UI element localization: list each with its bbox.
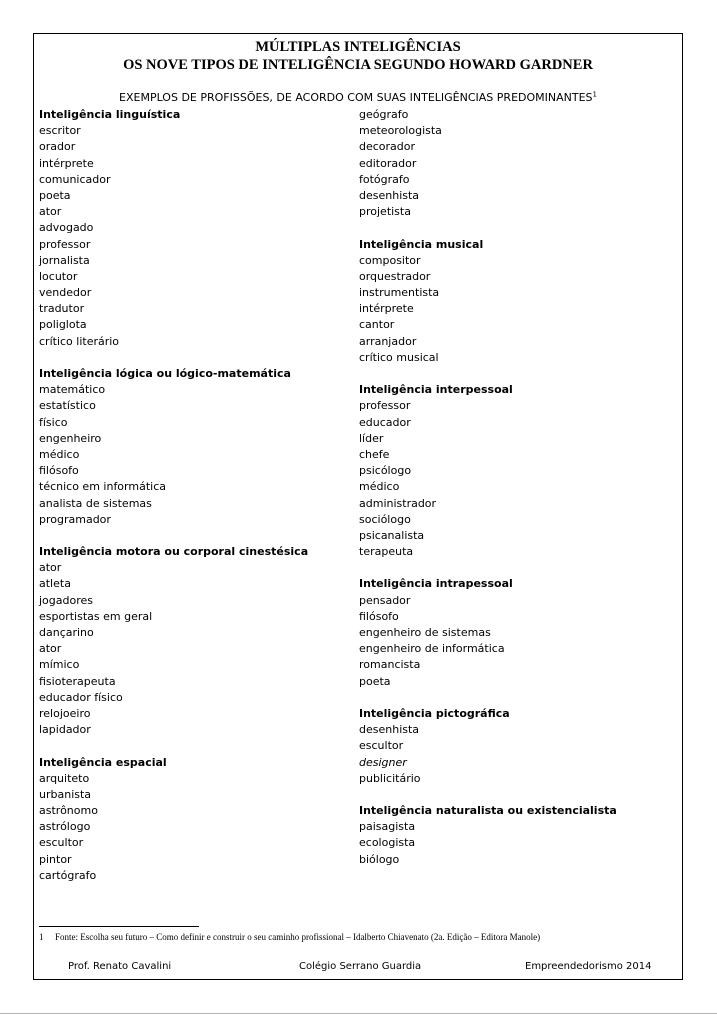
profession-item: técnico em informática [39,480,166,494]
profession-item: lapidador [39,723,91,737]
profession-item: crítico literário [39,334,120,348]
profession-item: poliglota [39,318,87,332]
profession-item: romancista [359,658,421,672]
intelligence-section [359,576,669,689]
section-heading: Inteligência motora ou corporal cinestésica [39,545,309,559]
profession-item: engenheiro de sistemas [359,626,491,639]
profession-item: escritor [39,124,81,138]
profession-item: educador [359,415,411,429]
profession-item: desenhista [359,723,420,737]
profession-item: educador físico [39,690,123,704]
intelligence-section [39,755,349,885]
profession-item: ator [39,642,62,656]
intelligence-section [359,107,669,220]
profession-item: filósofo [359,609,399,623]
page-edge [0,1013,717,1014]
profession-item: intérprete [359,302,414,316]
section-heading: Inteligência espacial [39,755,167,769]
profession-item: engenheiro [39,431,102,445]
footer-author: Prof. Renato Cavalini [68,961,172,972]
profession-item: esportistas em geral [39,609,153,623]
profession-item: terapeuta [359,545,414,559]
profession-item: editorador [359,156,417,170]
left-column [39,107,349,900]
profession-item: arquiteto [39,771,90,785]
profession-item: chefe [359,447,390,461]
profession-item: desenhista [359,188,420,202]
profession-item: analista de sistemas [39,496,152,510]
profession-item: sociólogo [359,512,411,526]
profession-item: mímico [39,658,80,672]
document-title: MÚLTIPLAS INTELIGÊNCIAS [255,39,461,55]
profession-item: escultor [359,739,404,753]
profession-item: ator [39,205,62,219]
intelligence-section [39,366,349,528]
intelligence-section [39,544,349,738]
profession-item: cantor [359,318,395,332]
profession-item: tradutor [39,302,85,316]
profession-item: astrólogo [39,820,91,834]
intelligence-section [359,237,669,367]
footnote-separator [39,926,199,927]
section-heading: Inteligência intrapessoal [359,577,513,591]
profession-item: administrador [359,496,437,510]
profession-item: pintor [39,852,72,866]
profession-item: atleta [39,577,71,591]
intelligence-section [359,382,669,560]
profession-item: instrumentista [359,286,440,300]
profession-item: professor [359,399,411,413]
profession-item: poeta [39,188,71,202]
profession-item: geógrafo [359,108,409,121]
profession-item: fotógrafo [359,172,410,186]
profession-item: engenheiro de informática [359,642,505,656]
profession-item: psicólogo [359,464,412,478]
footnote-reference: 1 [592,90,597,99]
profession-item: vendedor [39,286,92,300]
right-column [359,107,669,884]
profession-item: pensador [359,593,411,607]
profession-item: meteorologista [359,124,442,138]
footnote-text: Fonte: Escolha seu futuro – Como definir e construir o seu caminho profissional – Idalberto Chiavenato (2a. Edição – Editora Manole) [55,932,541,942]
profession-item: decorador [359,140,416,154]
profession-item: matemático [39,383,106,397]
document-frame [33,33,683,980]
section-heading: Inteligência musical [359,237,484,251]
profession-item: crítico musical [359,350,439,364]
intelligence-section [359,706,669,787]
profession-item: publicitário [359,771,421,785]
profession-item: poeta [359,674,391,688]
intelligence-section [39,107,349,350]
footer-school: Colégio Serrano Guardia [299,961,422,972]
profession-item: orador [39,140,76,154]
profession-item: paisagista [359,820,416,834]
profession-item: médico [359,480,400,494]
profession-item: astrônomo [39,804,98,818]
profession-item: projetista [359,205,411,219]
profession-item: estatístico [39,399,96,413]
profession-item: compositor [359,253,421,267]
intelligence-section [359,803,669,868]
profession-item: orquestrador [359,269,431,283]
profession-item: advogado [39,221,94,235]
profession-item: intérprete [39,156,94,170]
examples-heading [34,91,682,105]
footnote-number: 1 [39,932,44,942]
section-heading: Inteligência lógica ou lógico-matemática [39,367,291,380]
profession-item: locutor [39,269,78,283]
profession-item: cartógrafo [39,868,97,882]
profession-item: psicanalista [359,528,425,542]
profession-item: médico [39,447,80,461]
profession-item: líder [359,431,384,445]
profession-item: designer [359,755,407,769]
profession-item: fisioterapeuta [39,674,116,688]
profession-item: professor [39,237,91,251]
footnote [39,931,679,943]
profession-item: jogadores [39,593,94,607]
profession-item: jornalista [39,253,90,267]
footer-course: Empreendedorismo 2014 [525,961,652,972]
section-heading: Inteligência interpessoal [359,383,513,397]
profession-item: filósofo [39,464,79,478]
document-subtitle: OS NOVE TIPOS DE INTELIGÊNCIA SEGUNDO HOWARD GARDNER [123,57,593,73]
section-heading: Inteligência linguística [39,108,181,121]
profession-item: programador [39,512,111,526]
profession-item: arranjador [359,334,417,348]
profession-item: urbanista [39,787,92,801]
profession-item: físico [39,415,68,429]
profession-item: dançarino [39,626,94,639]
profession-item: escultor [39,836,84,850]
profession-item: comunicador [39,172,111,186]
profession-item: biólogo [359,852,400,866]
profession-item: ator [39,561,62,575]
examples-heading-text: EXEMPLOS DE PROFISSÕES, DE ACORDO COM SUAS INTELIGÊNCIAS PREDOMINANTES [119,91,593,104]
section-heading: Inteligência pictográfica [359,706,510,720]
section-heading: Inteligência naturalista ou existencialista [359,804,617,818]
profession-item: ecologista [359,836,416,850]
profession-item: relojoeiro [39,706,91,720]
